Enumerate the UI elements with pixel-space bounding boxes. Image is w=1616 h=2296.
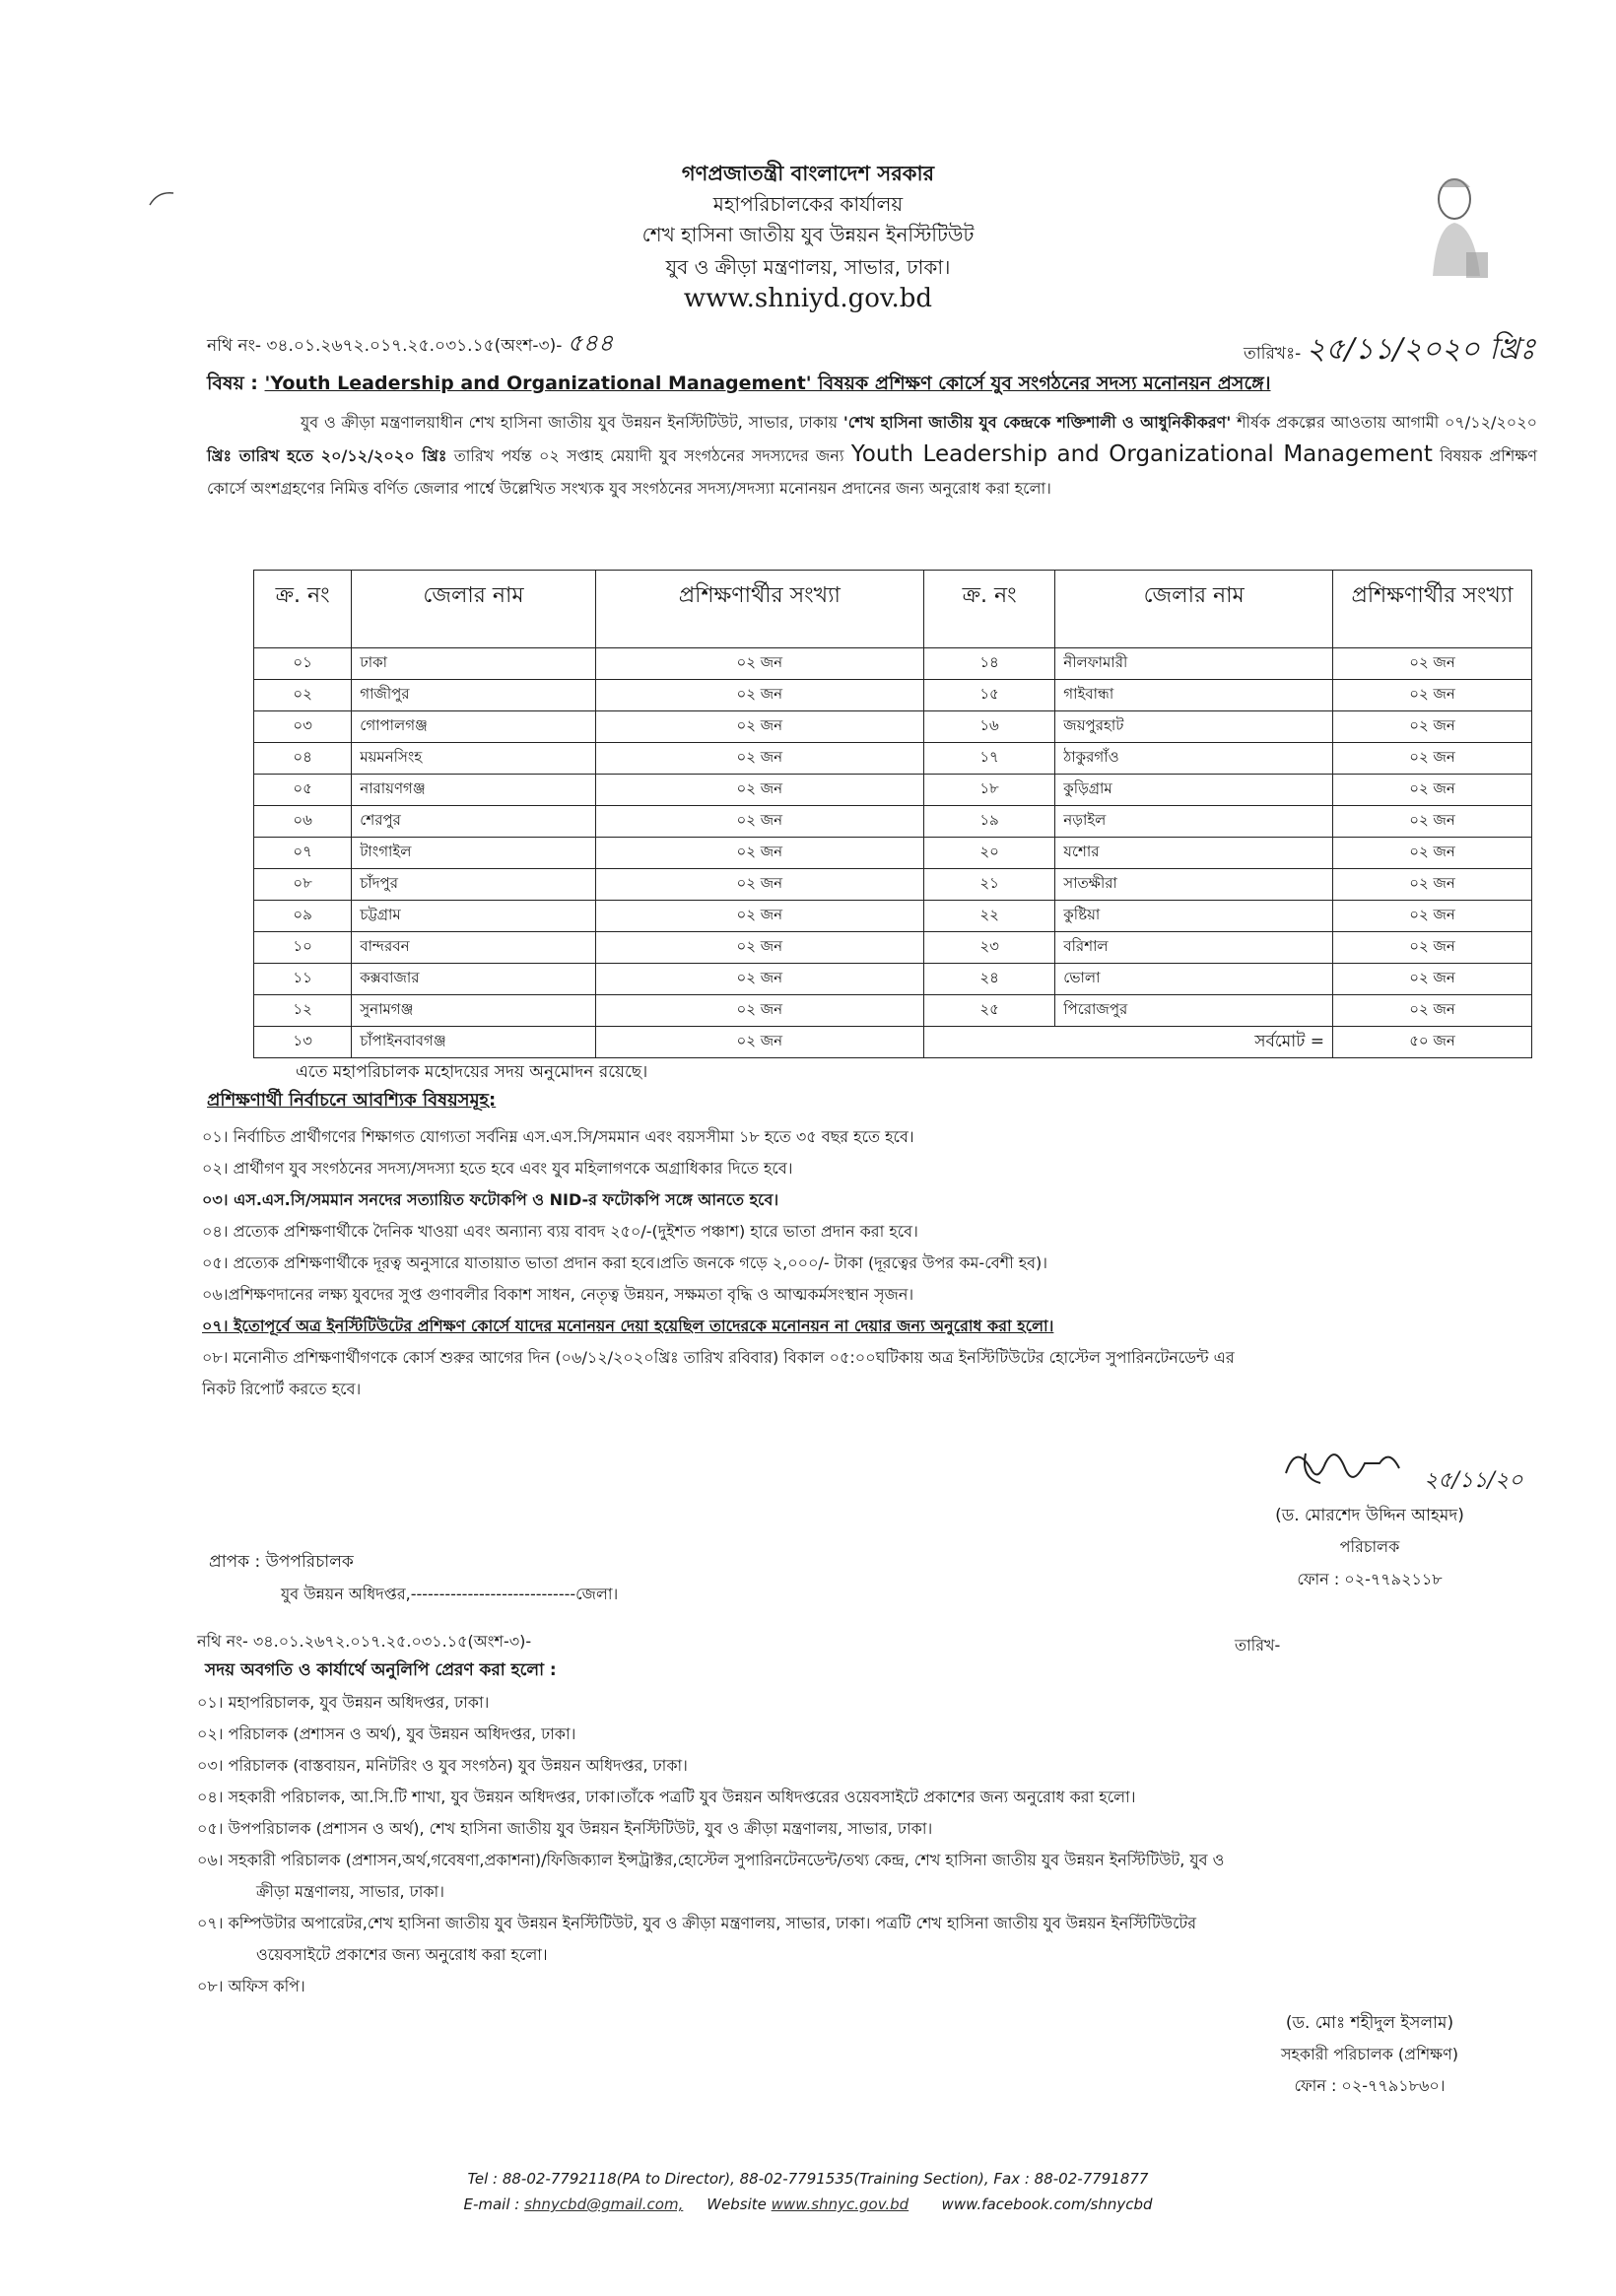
memo2-number: নথি নং- ৩৪.০১.২৬৭২.০১৭.২৫.০৩১.১৫(অংশ-৩)- (197, 1632, 532, 1651)
district-table (253, 570, 1532, 1058)
serial-cell: ২০ (923, 838, 1054, 869)
table-row (254, 711, 1532, 743)
portrait-logo-icon (1419, 168, 1498, 286)
cc-item-cont: ক্রীড়া মন্ত্রণালয়, সাভার, ঢাকা। (256, 1882, 444, 1901)
project-name: 'শেখ হাসিনা জাতীয় যুব কেন্দ্রকে শক্তিশালী ও আধুনিকীকরণ' (842, 413, 1232, 432)
footer-contact: Tel : 88-02-7792118(PA to Director), 88-02-7791535(Training Section), Fax : 88-02-7791877 (467, 2170, 1149, 2188)
serial-cell: ০২ (254, 680, 352, 711)
body-paragraph: যুব ও ক্রীড়া মন্ত্রণালয়াধীন শেখ হাসিনা জাতীয় যুব উন্নয়ন ইনস্টিটিউট, সাভার, ঢাকায় 'শেখ হাসিনা জাতীয় যুব কেন্দ্রকে শক্তিশালী ও আধুনিকীকরণ' শীর্ষক প্রকল্পের আওতায় আগামী ০৭/১২/২০২০ খ্রিঃ তারিখ হতে ২০/১২/২০২০ খ্রিঃ তারিখ পর্যন্ত ০২ সপ্তাহ মেয়াদী যুব সংগঠনের সদস্যদের জন্য Youth Leadership and Organizational Management বিষয়ক প্রশিক্ষণ কোর্সে অংশগ্রহণের নিমিত্ত বর্ণিত জেলার পার্শ্বে উল্লেখিত সংখ্যক যুব সংগঠনের সদস্য/সদস্যা মনোনয়ন প্রদানের জন্য অনুরোধ করা হলো। (207, 413, 1538, 498)
count-cell: ০২ জন (595, 995, 923, 1027)
serial-cell: ০৯ (254, 901, 352, 932)
requirement-item: ০৭। ইতোপূর্বে অত্র ইনস্টিটিউটের প্রশিক্ষণ কোর্সে যাদের মনোনয়ন দেয়া হয়েছিল তাদেরকে মনোনয়ন না দেয়ার জন্য অনুরোধ করা হলো। (202, 1317, 1054, 1335)
serial-cell: ০১ (254, 648, 352, 680)
table-header-row (254, 571, 1532, 648)
requirement-item: ০৩। এস.এস.সি/সমমান সনদের সত্যায়িত ফটোকপি ও NID-র ফটোকপি সঙ্গে আনতে হবে। (202, 1190, 779, 1209)
footer-facebook-link[interactable]: www.facebook.com/shnycbd (941, 2195, 1153, 2213)
table-row (254, 743, 1532, 775)
col-header-district: জেলার নাম (352, 571, 596, 648)
district-cell: পিরোজপুর (1055, 995, 1333, 1027)
cc-item: ০১। মহাপরিচালক, যুব উন্নয়ন অধিদপ্তর, ঢাকা। (197, 1693, 490, 1712)
total-label: সর্বমোট = (1055, 1027, 1333, 1058)
table-row (254, 775, 1532, 806)
footer-website-link[interactable]: www.shnyc.gov.bd (771, 2195, 909, 2213)
table-row (254, 995, 1532, 1027)
table-row (254, 869, 1532, 901)
serial-cell: ০৪ (254, 743, 352, 775)
serial-cell: ১৪ (923, 648, 1054, 680)
count-cell: ০২ জন (595, 680, 923, 711)
signatory2-title: সহকারী পরিচালক (প্রশিক্ষণ) (1280, 2045, 1459, 2063)
district-cell: যশোর (1055, 838, 1333, 869)
office-title: মহাপরিচালকের কার্যালয় (712, 192, 904, 216)
serial-cell: ২৫ (923, 995, 1054, 1027)
memo2-date: তারিখ- (1235, 1636, 1281, 1654)
serial-cell: ১৩ (254, 1027, 352, 1058)
signatory-title: পরিচালক (1339, 1537, 1400, 1556)
cc-item: ০৬। সহকারী পরিচালক (প্রশাসন,অর্থ,গবেষণা,প্রকাশনা)/ফিজিক্যাল ইন্সট্রাক্টর,হোস্টেল সুপারিনটেনডেন্ট/তথ্য কেন্দ্র, শেখ হাসিনা জাতীয় যুব উন্নয়ন ইনস্টিটিউট, যুব ও (197, 1851, 1225, 1869)
signatory2-phone: ফোন : ০২-৭৭৯১৮৬০। (1294, 2076, 1446, 2095)
cc-item: ০২। পরিচালক (প্রশাসন ও অর্থ), যুব উন্নয়ন অধিদপ্তর, ঢাকা। (197, 1724, 576, 1743)
count-cell: ০২ জন (1333, 648, 1532, 680)
cc-list (197, 1687, 1537, 2002)
requirements-list (202, 1121, 1532, 1405)
signatory-phone: ফোন : ০২-৭৭৯২১১৮ (1297, 1570, 1443, 1588)
serial-cell: ১৯ (923, 806, 1054, 838)
count-cell: ০২ জন (1333, 838, 1532, 869)
requirement-item: ০৮। মনোনীত প্রশিক্ষণার্থীগণকে কোর্স শুরুর আগের দিন (০৬/১২/২০২০খ্রিঃ তারিখ রবিবার) বিকাল ০৫:০০ঘটিকায় অত্র ইনস্টিটিউটের হোস্টেল সুপারিনটেনডেন্ট এর (202, 1348, 1235, 1367)
count-cell: ০২ জন (595, 869, 923, 901)
serial-cell: ০৭ (254, 838, 352, 869)
footer-email-link[interactable]: shnycbd@gmail.com, (524, 2195, 684, 2213)
cc-item: ০৫। উপপরিচালক (প্রশাসন ও অর্থ), শেখ হাসিনা জাতীয় যুব উন্নয়ন ইনস্টিটিউট, যুব ও ক্রীড়া মন্ত্রণালয়, সাভার, ঢাকা। (197, 1819, 933, 1838)
footer-links: E-mail : shnycbd@gmail.com, Website www.shnyc.gov.bd www.facebook.com/shnycbd (463, 2195, 1153, 2213)
district-cell: নীলফামারী (1055, 648, 1333, 680)
serial-cell: ০৮ (254, 869, 352, 901)
serial-cell: ২১ (923, 869, 1054, 901)
district-cell: সুনামগঞ্জ (352, 995, 596, 1027)
district-cell: বান্দরবন (352, 932, 596, 964)
serial-cell: ২২ (923, 901, 1054, 932)
cc-item-cont: ওয়েবসাইটে প্রকাশের জন্য অনুরোধ করা হলো। (256, 1945, 548, 1964)
signatory2-name: (ড. মোঃ শহীদুল ইসলাম) (1285, 2013, 1454, 2033)
cc-item: ০৮। অফিস কপি। (197, 1977, 305, 1995)
count-cell: ০২ জন (1333, 964, 1532, 995)
blank-cell (923, 1027, 1054, 1058)
table-row (254, 648, 1532, 680)
col-header-count: প্রশিক্ষণার্থীর সংখ্যা (595, 571, 923, 648)
count-cell: ০২ জন (1333, 743, 1532, 775)
table-row (254, 806, 1532, 838)
district-cell: নারায়ণগঞ্জ (352, 775, 596, 806)
count-cell: ০২ জন (595, 806, 923, 838)
requirements-title: প্রশিক্ষণার্থী নির্বাচনে আবশ্যিক বিষয়সমূহ: (207, 1090, 497, 1111)
serial-cell: ১৮ (923, 775, 1054, 806)
district-cell: ভোলা (1055, 964, 1333, 995)
district-cell: নড়াইল (1055, 806, 1333, 838)
subject-text: 'Youth Leadership and Organizational Management' বিষয়ক প্রশিক্ষণ কোর্সে যুব সংগঠনের সদস্য মনোনয়ন প্রসঙ্গে। (264, 372, 1271, 394)
count-cell: ০২ জন (1333, 711, 1532, 743)
serial-cell: ১০ (254, 932, 352, 964)
count-cell: ০২ জন (1333, 869, 1532, 901)
table-row (254, 964, 1532, 995)
count-cell: ০২ জন (595, 743, 923, 775)
serial-cell: ০৩ (254, 711, 352, 743)
count-cell: ০২ জন (595, 901, 923, 932)
district-cell: কুষ্টিয়া (1055, 901, 1333, 932)
course-name: Youth Leadership and Organizational Management (850, 441, 1433, 467)
col-header-district-2: জেলার নাম (1055, 571, 1333, 648)
memo-handwritten-number: ৫৪৪ (567, 329, 614, 357)
cc-item: ০৩। পরিচালক (বাস্তবায়ন, মনিটরিং ও যুব সংগঠন) যুব উন্নয়ন অধিদপ্তর, ঢাকা। (197, 1756, 688, 1775)
cc-title: সদয় অবগতি ও কার্যার্থে অনুলিপি প্রেরণ করা হলো : (205, 1660, 557, 1680)
handwritten-date: ২৫/১১/২০২০ খ্রিঃ (1306, 332, 1536, 367)
ministry-address: যুব ও ক্রীড়া মন্ত্রণালয়, সাভার, ঢাকা। (665, 255, 951, 279)
count-cell: ০২ জন (595, 775, 923, 806)
requirement-item-cont: নিকট রিপোর্ট করতে হবে। (202, 1380, 362, 1398)
count-cell: ০২ জন (1333, 680, 1532, 711)
serial-cell: ১৫ (923, 680, 1054, 711)
district-cell: কক্সবাজার (352, 964, 596, 995)
requirement-item: ০৫। প্রত্যেক প্রশিক্ষণার্থীকে দূরত্ব অনুসারে যাতায়াত ভাতা প্রদান করা হবে।প্রতি জনকে গড়ে ২,০০০/- টাকা (দূরত্বের উপর কম-বেশী হব)। (202, 1253, 1048, 1272)
count-cell: ০২ জন (595, 711, 923, 743)
serial-cell: ০৫ (254, 775, 352, 806)
serial-cell: ১২ (254, 995, 352, 1027)
approval-note: এতে মহাপরিচালক মহোদয়ের সদয় অনুমোদন রয়েছে। (296, 1062, 648, 1082)
subject-line: বিষয় : 'Youth Leadership and Organizational Management' বিষয়ক প্রশিক্ষণ কোর্সে যুব সংগঠনের সদস্য মনোনয়ন প্রসঙ্গে। (207, 372, 1271, 394)
district-cell: কুড়িগ্রাম (1055, 775, 1333, 806)
count-cell: ০২ জন (595, 648, 923, 680)
count-cell: ০২ জন (595, 932, 923, 964)
count-cell: ০২ জন (1333, 932, 1532, 964)
serial-cell: ১৭ (923, 743, 1054, 775)
serial-cell: ২৩ (923, 932, 1054, 964)
institute-name: শেখ হাসিনা জাতীয় যুব উন্নয়ন ইনস্টিটিউট (641, 223, 975, 246)
table-row (254, 680, 1532, 711)
district-cell: ঢাকা (352, 648, 596, 680)
serial-cell: ০৬ (254, 806, 352, 838)
serial-cell: ১৬ (923, 711, 1054, 743)
count-cell: ০২ জন (595, 838, 923, 869)
requirement-item: ০২। প্রার্থীগণ যুব সংগঠনের সদস্য/সদস্যা হতে হবে এবং যুব মহিলাগণকে অগ্রাধিকার দিতে হবে। (202, 1159, 793, 1178)
district-cell: গাইবান্ধা (1055, 680, 1333, 711)
district-cell: শেরপুর (352, 806, 596, 838)
col-header-count-2: প্রশিক্ষণার্থীর সংখ্যা (1333, 571, 1532, 648)
signature-date: ২৫/১১/২০ (1424, 1468, 1523, 1493)
district-cell: ঠাকুরগাঁও (1055, 743, 1333, 775)
district-cell: চাঁদপুর (352, 869, 596, 901)
count-cell: ০২ জন (1333, 995, 1532, 1027)
serial-cell: ২৪ (923, 964, 1054, 995)
count-cell: ০২ জন (1333, 775, 1532, 806)
district-cell: জয়পুরহাট (1055, 711, 1333, 743)
count-cell: ০২ জন (595, 964, 923, 995)
total-value: ৫০ জন (1333, 1027, 1532, 1058)
count-cell: ০২ জন (1333, 901, 1532, 932)
district-cell: বরিশাল (1055, 932, 1333, 964)
memo-number: নথি নং- ৩৪.০১.২৬৭২.০১৭.২৫.০৩১.১৫(অংশ-৩)- ৫৪৪ (207, 329, 614, 357)
table-row (254, 838, 1532, 869)
memo-date: তারিখঃ- ২৫/১১/২০২০ খ্রিঃ (1244, 332, 1536, 367)
serial-cell: ১১ (254, 964, 352, 995)
signatory-name: (ড. মোরশেদ উদ্দিন আহমদ) (1275, 1506, 1464, 1525)
district-cell: সাতক্ষীরা (1055, 869, 1333, 901)
requirement-item: ০১। নির্বাচিত প্রার্থীগণের শিক্ষাগত যোগ্যতা সর্বনিম্ন এস.এস.সি/সমমান এবং বয়সসীমা ১৮ হতে ৩৫ বছর হতে হবে। (202, 1127, 914, 1146)
cc-item: ০৪। সহকারী পরিচালক, আ.সি.টি শাখা, যুব উন্নয়ন অধিদপ্তর, ঢাকা।তাঁকে পত্রটি যুব উন্নয়ন অধিদপ্তরের ওয়েবসাইটে প্রকাশের জন্য অনুরোধ করা হলো। (197, 1788, 1136, 1806)
col-header-serial: ক্র. নং (254, 571, 352, 648)
district-cell: চাঁপাইনবাবগঞ্জ (352, 1027, 596, 1058)
col-header-serial-2: ক্র. নং (923, 571, 1054, 648)
district-cell: ময়মনসিংহ (352, 743, 596, 775)
district-cell: গোপালগঞ্জ (352, 711, 596, 743)
institute-website[interactable]: www.shniyd.gov.bd (683, 284, 933, 313)
table-row (254, 901, 1532, 932)
district-cell: গাজীপুর (352, 680, 596, 711)
govt-title: গণপ্রজাতন্ত্রী বাংলাদেশ সরকার (681, 162, 935, 185)
cc-item: ০৭। কম্পিউটার অপারেটর,শেখ হাসিনা জাতীয় যুব উন্নয়ন ইনস্টিটিউট, যুব ও ক্রীড়া মন্ত্রণালয়, সাভার, ঢাকা। পত্রটি শেখ হাসিনা জাতীয় যুব উন্নয়ন ইনস্টিটিউটের (197, 1914, 1197, 1932)
table-row (254, 932, 1532, 964)
count-cell: ০২ জন (1333, 806, 1532, 838)
table-row-total (254, 1027, 1532, 1058)
requirement-item: ০৬।প্রশিক্ষণদানের লক্ষ্য যুবদের সুপ্ত গুণাবলীর বিকাশ সাধন, নেতৃত্ব উন্নয়ন, সক্ষমতা বৃদ্ধি ও আত্মকর্মসংস্থান সৃজন। (202, 1285, 914, 1304)
recipient-line: যুব উন্নয়ন অধিদপ্তর,-----------------------------জেলা। (281, 1585, 619, 1603)
district-cell: চট্টগ্রাম (352, 901, 596, 932)
count-cell: ০২ জন (595, 1027, 923, 1058)
requirement-item: ০৪। প্রত্যেক প্রশিক্ষণার্থীকে দৈনিক খাওয়া এবং অন্যান্য ব্যয় বাবদ ২৫০/-(দুইশত পঞ্চাশ) হারে ভাতা প্রদান করা হবে। (202, 1222, 918, 1241)
recipient-label: প্রাপক : উপপরিচালক (209, 1552, 354, 1572)
district-cell: টাংগাইল (352, 838, 596, 869)
